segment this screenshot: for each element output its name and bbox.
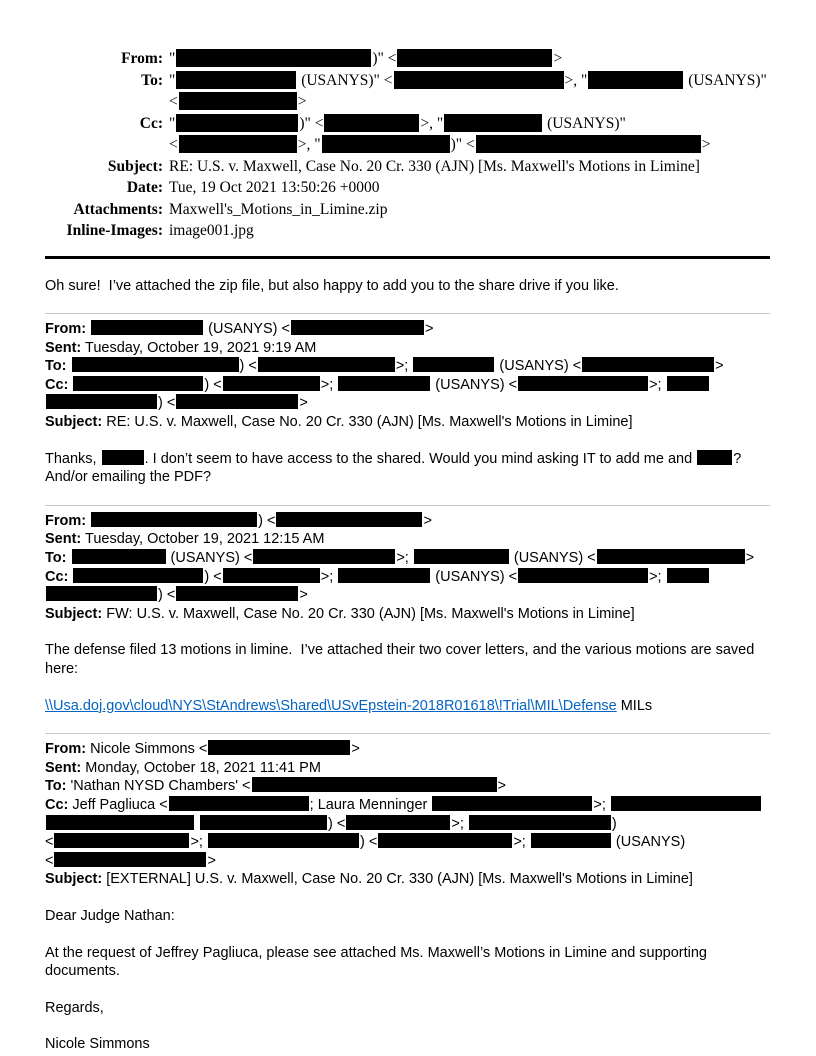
redaction-bar [102,450,144,465]
redaction-bar [611,796,761,811]
text-run: Tuesday, October 19, 2021 9:19 AM [85,339,317,356]
quote-field-sent [45,530,770,549]
text-run: Jeff Pagliuca < [72,796,168,813]
redaction-bar [444,114,542,132]
redaction-bar [223,376,320,391]
redaction-bar [176,49,371,67]
redaction-bar [73,376,203,391]
quote-field-label: Subject: [45,871,103,888]
redaction-bar [258,357,395,372]
text-run: Nicole Simmons < [90,741,208,758]
text-run: (USANYS) < [166,550,253,567]
redaction-bar [469,815,611,830]
text-run: < [45,834,54,851]
redaction-bar [588,71,683,89]
text-run: (USANYS)" < [297,71,393,89]
redaction-bar [518,568,648,583]
quote-field-to [45,777,770,796]
text-run: At the request of Jeffrey Pagliuca, please see attached Ms. Maxwell’s Motions in Limine and supporting documents. [45,944,707,980]
redaction-bar [179,135,297,153]
header-field-line [169,156,770,178]
quote-field-subject [45,413,770,432]
header-field-value [169,220,770,242]
quote-field-label: Sent: [45,531,82,548]
signature [45,1035,770,1054]
quoted-message-1 [45,313,770,432]
quote-field-from [45,740,770,759]
text-run: >; [649,376,666,393]
header-field-label: Cc: [139,114,163,132]
quote-field-sent [45,759,770,778]
quote-field-label: From: [45,321,87,338]
text-run: (USANYS) < [431,568,518,585]
text-run: (USANYS) < [204,321,290,338]
quote-field-label: To: [45,358,67,375]
header-field-label: To: [141,71,163,89]
text-run: )" < [372,50,397,67]
text-run: < [169,93,178,110]
header-field-label: Inline-Images: [66,222,163,239]
redaction-bar [72,357,239,372]
redaction-bar [46,394,157,409]
text-run: >; [395,358,413,375]
text-run: Tue, 19 Oct 2021 13:50:26 +0000 [169,179,380,196]
header-field-label: Subject: [107,157,163,175]
redaction-bar [46,815,194,830]
header-field-value [169,199,770,221]
header-field-line [169,70,770,92]
text-run: >, " [297,136,321,153]
redaction-bar [208,740,350,755]
header-field-label: Attachments: [73,200,163,218]
text-run: " [169,114,176,132]
text-run: ) < [204,568,222,585]
redaction-bar [208,833,359,848]
quote-field-label: Subject: [45,414,103,431]
redaction-bar [413,357,494,372]
header-field-value [169,177,770,199]
body-text [45,641,770,678]
text-run: Maxwell's_Motions_in_Limine.zip [169,200,388,218]
text-run: " [169,71,176,89]
text-run: ) [611,815,617,832]
header-field-cc [45,113,770,156]
redaction-bar [394,71,564,89]
quote-field-to [45,549,770,568]
text-run: (USANYS) < [431,376,518,393]
redaction-bar [176,586,298,601]
text-run: > [207,852,216,869]
quote-field-from [45,320,770,339]
text-run: >; [320,568,338,585]
redaction-bar [322,135,450,153]
redaction-bar [252,777,497,792]
header-field-line [169,91,770,113]
text-run: > [553,50,563,67]
text-run: RE: U.S. v. Maxwell, Case No. 20 Cr. 330 (AJN) [Ms. Maxwell's Motions in Limine] [106,414,633,431]
redaction-bar [346,815,450,830]
text-run: Regards, [45,999,104,1016]
text-run: ) < [239,358,257,375]
text-run: > [715,358,724,375]
redaction-bar [518,376,648,391]
text-run: RE: U.S. v. Maxwell, Case No. 20 Cr. 330 (AJN) [Ms. Maxwell's Motions in Limine] [169,157,700,175]
link-line [45,697,770,716]
quote-field-cc [45,568,770,605]
quote-field-label: From: [45,741,87,758]
header-field-line [169,177,770,199]
text-run: (USANYS) < [509,550,596,567]
header-field-value [169,70,770,113]
redaction-bar [253,549,395,564]
header-field-line [169,199,770,221]
quote-field-to [45,357,770,376]
redaction-bar [176,71,296,89]
quote-field-subject [45,870,770,889]
redaction-bar [169,796,309,811]
reply-text [45,277,770,296]
text-run: < [45,852,54,869]
redaction-bar [697,450,732,465]
salutation [45,907,770,926]
redaction-bar [73,568,203,583]
quote-field-sent [45,339,770,358]
redaction-bar [531,833,611,848]
header-field-line [169,48,770,70]
quoted-message-2 [45,505,770,624]
text-run: < [169,136,178,153]
text-run: [EXTERNAL] U.S. v. Maxwell, Case No. 20 Cr. 330 (AJN) [Ms. Maxwell's Motions in Limine] [106,871,693,888]
header-field-inlineimages [45,220,770,242]
text-run: Tuesday, October 19, 2021 12:15 AM [85,531,325,548]
redaction-bar [200,815,327,830]
text-run: >, " [564,71,588,89]
redaction-bar [414,549,509,564]
redaction-bar [54,852,206,867]
text-run: image001.jpg [169,222,254,239]
header-field-line [169,220,770,242]
quote-field-label: To: [45,778,67,795]
redaction-bar [276,512,422,527]
redaction-bar [223,568,320,583]
text-run: (USANYS) < [495,358,582,375]
quote-field-label: From: [45,512,87,529]
text-run: ) < [158,587,176,604]
text-run: " [169,50,176,67]
header-field-to [45,70,770,113]
header-field-subject [45,156,770,178]
header-field-label: Date: [126,179,163,196]
redaction-bar [291,320,424,335]
header-field-line [169,134,770,156]
text-run: > [497,778,506,795]
quote-field-label: Cc: [45,568,69,585]
quote-field-cc [45,376,770,413]
text-run: >; [190,834,207,851]
text-run: Nicole Simmons [45,1036,150,1053]
redaction-bar [432,796,592,811]
text-run: >; [649,568,666,585]
text-run: Dear Judge Nathan: [45,907,175,924]
header-field-value [169,156,770,178]
quote-field-from [45,512,770,531]
file-share-link[interactable]: \\Usa.doj.gov\cloud\NYS\StAndrews\Shared\USvEpstein-2018R01618\!Trial\MIL\Defense [45,697,617,714]
header-field-value [169,48,770,70]
redaction-bar [597,549,745,564]
header-field-from [45,48,770,70]
text-run: > [299,395,308,412]
text-run: ? And/or emailing the PDF? [45,450,742,486]
text-run: > [424,321,434,338]
text-run: > [701,136,711,153]
text-run: >; [593,796,610,813]
redaction-bar [338,568,430,583]
text-run: >; [513,834,530,851]
redaction-bar [397,49,552,67]
text-run: The defense filed 13 motions in limine. I’ve attached their two cover letters, and the various motions are saved here: [45,642,755,677]
quote-field-label: To: [45,550,67,567]
redaction-bar [46,586,157,601]
text-run: ) < [328,815,346,832]
email-header [45,48,770,242]
text-run: >, " [420,114,444,132]
redaction-bar [91,320,203,335]
text-run [195,816,199,832]
header-field-date [45,177,770,199]
header-field-value [169,113,770,156]
quote-field-label: Sent: [45,759,82,776]
text-run: > [297,93,307,110]
header-field-attachments [45,199,770,221]
redaction-bar [378,833,512,848]
header-field-line [169,113,770,135]
text-run: (USANYS)" [684,71,767,89]
redaction-bar [176,114,298,132]
text-run: > [351,741,360,758]
email-thread [45,277,770,1054]
redaction-bar [324,114,419,132]
text-run: >; [396,550,413,567]
redaction-bar [338,376,430,391]
reply-text-2 [45,450,770,487]
text-run: ) < [158,395,176,412]
text-run: >; [451,815,468,832]
quoted-message-3 [45,733,770,889]
text-run: )" < [299,114,324,132]
redaction-bar [72,549,166,564]
text-run: )" < [450,136,475,153]
redaction-bar [176,394,298,409]
quote-field-label: Subject: [45,605,103,622]
redaction-bar [179,92,297,110]
text-run: . I don’t seem to have access to the shared. Would you mind asking IT to add me and [144,450,697,467]
redaction-bar [582,357,714,372]
text-run: 'Nathan NYSD Chambers' < [70,778,251,795]
quote-field-cc [45,796,770,870]
text-run: ) < [360,834,378,851]
text-run: MILs [616,697,653,714]
header-divider [45,256,770,259]
text-run: FW: U.S. v. Maxwell, Case No. 20 Cr. 330 (AJN) [Ms. Maxwell's Motions in Limine] [106,605,635,622]
text-run: ) < [204,376,222,393]
redaction-bar [667,568,709,583]
quote-field-subject [45,605,770,624]
closing [45,999,770,1018]
redaction-bar [476,135,701,153]
redaction-bar [54,833,189,848]
text-run: > [745,550,755,567]
quote-field-label: Sent: [45,339,82,356]
text-run: > [423,512,432,529]
text-run: Thanks, [45,450,101,467]
text-run: Monday, October 18, 2021 11:41 PM [85,759,321,776]
text-run: ) < [258,512,276,529]
header-field-label: From: [121,50,163,67]
text-run: >; [320,376,338,393]
redaction-bar [667,376,709,391]
body-text-2 [45,944,770,981]
text-run: > [299,587,308,604]
quote-field-label: Cc: [45,376,69,393]
text-run: (USANYS) [611,834,686,851]
text-run: (USANYS)" [543,114,626,132]
redaction-bar [91,512,257,527]
quote-field-label: Cc: [45,796,69,813]
text-run: ; Laura Menninger [309,796,432,813]
text-run: Oh sure! I’ve attached the zip file, but also happy to add you to the share drive if you like. [45,277,619,294]
